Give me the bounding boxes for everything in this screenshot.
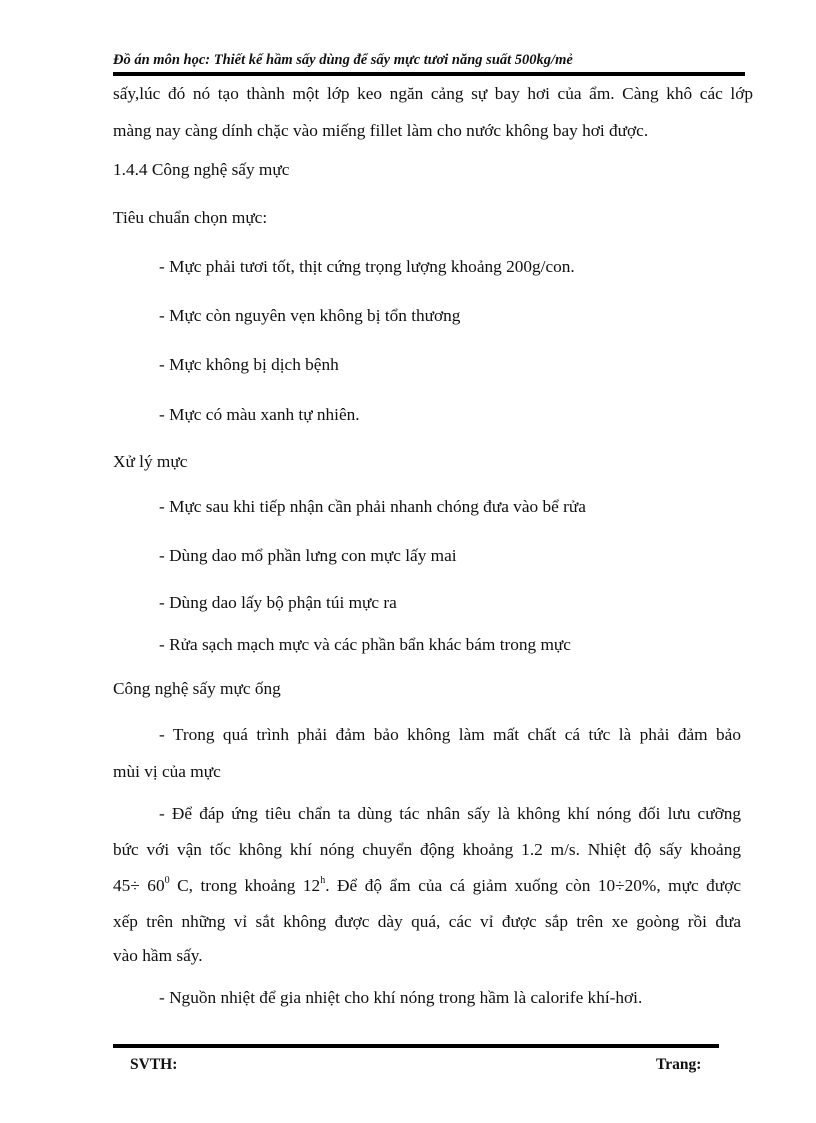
processing-item: - Mực sau khi tiếp nhận cần phải nhanh chóng đưa vào bể rửa <box>159 497 586 516</box>
footer-svth: SVTH: <box>130 1056 178 1073</box>
paragraph-line: bức với vận tốc không khí nóng chuyển động khoảng 1.2 m/s. Nhiệt độ sấy khoảng <box>113 840 741 859</box>
page-header-title: Đồ án môn học: Thiết kế hầm sấy dùng để sấy mực tươi năng suất 500kg/mẻ <box>113 52 573 68</box>
header-rule <box>113 72 745 76</box>
paragraph-line: - Để đáp ứng tiêu chẩn ta dùng tác nhân sấy là không khí nóng đối lưu cưỡng <box>159 804 741 823</box>
paragraph-line: sấy,lúc đó nó tạo thành một lớp keo ngăn cảng sự bay hơi của ẩm. Càng khô các lớp <box>113 84 753 103</box>
criteria-item: - Mực còn nguyên vẹn không bị tổn thương <box>159 306 461 325</box>
paragraph-line-with-superscripts: $45\div 60^0$ C, trong khoảng 12$^h$. Để độ ẩm của cá giảm xuống còn 10÷20%, mực được <box>113 875 741 895</box>
paragraph-line: mùi vị của mực <box>113 762 221 781</box>
paragraph-line: - Trong quá trình phải đảm bảo không làm mất chất cá tức là phải đảm bảo <box>159 725 741 744</box>
tech-heading: Công nghệ sấy mực ống <box>113 679 281 698</box>
footer-rule <box>113 1044 719 1048</box>
paragraph-line: xếp trên những vỉ sắt không được dày quá, các vỉ được sắp trên xe goòng rồi đưa <box>113 912 741 931</box>
paragraph-line: màng nay càng dính chặc vào miếng fillet làm cho nước không bay hơi được. <box>113 121 649 140</box>
paragraph-line: - Nguồn nhiệt để gia nhiệt cho khí nóng trong hầm là calorife khí-hơi. <box>159 988 643 1007</box>
section-heading: 1.4.4 Công nghệ sấy mực <box>113 160 290 179</box>
footer-page: Trang: <box>656 1056 702 1073</box>
processing-item: - Dùng dao mổ phần lưng con mực lấy mai <box>159 546 457 565</box>
processing-item: - Dùng dao lấy bộ phận túi mực ra <box>159 593 397 612</box>
criteria-item: - Mực có màu xanh tự nhiên. <box>159 405 360 424</box>
paragraph-line: vào hầm sấy. <box>113 946 203 965</box>
processing-item: - Rửa sạch mạch mực và các phần bẩn khác bám trong mực <box>159 635 571 654</box>
criteria-item: - Mực phải tươi tốt, thịt cứng trọng lượng khoảng 200g/con. <box>159 257 575 276</box>
criteria-heading: Tiêu chuẩn chọn mực: <box>113 208 268 227</box>
criteria-item: - Mực không bị dịch bệnh <box>159 355 339 374</box>
processing-heading: Xử lý mực <box>113 452 188 471</box>
